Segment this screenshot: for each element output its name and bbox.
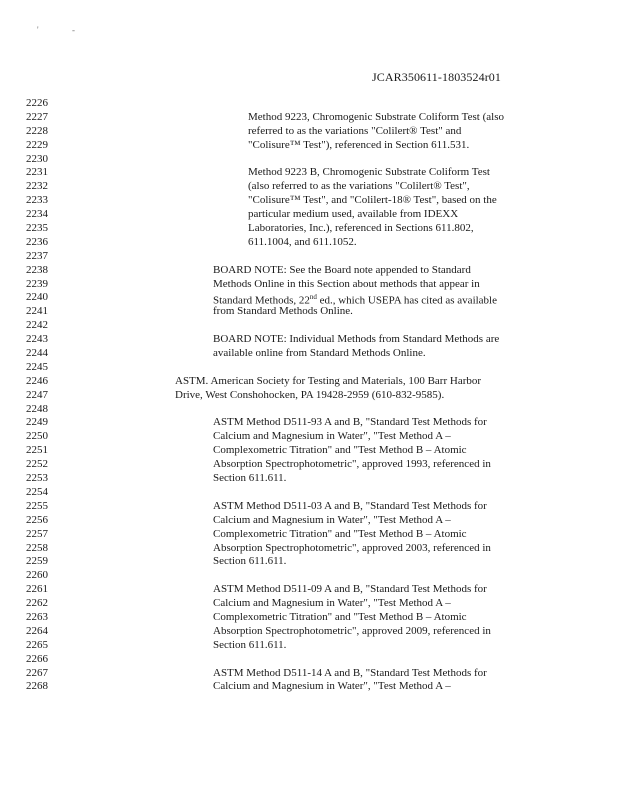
line-number: 2233 [26, 194, 48, 207]
line-number: 2242 [26, 319, 48, 332]
line-number: 2259 [26, 555, 48, 568]
line-text: Method 9223 B, Chromogenic Substrate Coliform Test [248, 166, 490, 179]
line-text: Method 9223, Chromogenic Substrate Coliform Test (also [248, 110, 504, 123]
line-number: 2263 [26, 610, 48, 623]
line-number: 2264 [26, 624, 48, 637]
line-number: 2230 [26, 152, 48, 165]
document-line [0, 555, 618, 569]
line-text: Complexometric Titration" and "Test Method B – Atomic [213, 527, 467, 540]
document-line [0, 611, 618, 625]
document-line [0, 97, 618, 111]
line-text: Calcium and Magnesium in Water", "Test Method A – [213, 513, 451, 526]
line-text: "Colisure™ Test"), referenced in Section 611.531. [248, 138, 470, 151]
line-number: 2239 [26, 277, 48, 290]
line-number: 2226 [26, 97, 48, 109]
line-text: 611.1004, and 611.1052. [248, 235, 357, 248]
line-number: 2250 [26, 430, 48, 443]
line-text: Calcium and Magnesium in Water", "Test Method A – [213, 430, 451, 443]
line-number: 2266 [26, 652, 48, 665]
line-text: particular medium used, available from IDEXX [248, 208, 459, 221]
numbered-lines [0, 97, 618, 694]
document-line [0, 278, 618, 292]
line-number: 2246 [26, 374, 48, 387]
document-line [0, 305, 618, 319]
document-id: JCAR350611-1803524r01 [372, 70, 501, 84]
line-number: 2243 [26, 333, 48, 346]
line-text: Absorption Spectrophotometric", approved 2009, referenced in [213, 624, 491, 637]
line-number: 2237 [26, 249, 48, 262]
line-text: Complexometric Titration" and "Test Method B – Atomic [213, 610, 467, 623]
document-line [0, 236, 618, 250]
document-line [0, 653, 618, 667]
line-text: from Standard Methods Online. [213, 305, 353, 318]
line-text: Drive, West Conshohocken, PA 19428-2959 (610-832-9585). [175, 388, 445, 401]
line-text: Calcium and Magnesium in Water", "Test Method A – [213, 680, 451, 693]
line-number: 2234 [26, 208, 48, 221]
document-line [0, 639, 618, 653]
document-line [0, 444, 618, 458]
document-line [0, 486, 618, 500]
document-line [0, 528, 618, 542]
document-line [0, 680, 618, 694]
document-line [0, 389, 618, 403]
line-text: "Colisure™ Test", and "Colilert-18® Test", based on the [248, 194, 497, 207]
line-text: Absorption Spectrophotometric", approved 2003, referenced in [213, 541, 491, 554]
line-number: 2247 [26, 388, 48, 401]
document-line [0, 583, 618, 597]
line-text: ASTM Method D511-14 A and B, "Standard Test Methods for [213, 666, 487, 679]
line-number: 2253 [26, 472, 48, 485]
line-text: ASTM Method D511-09 A and B, "Standard Test Methods for [213, 583, 487, 596]
document-line [0, 153, 618, 167]
document-line [0, 430, 618, 444]
document-line [0, 319, 618, 333]
document-line [0, 347, 618, 361]
document-line [0, 333, 618, 347]
line-text: BOARD NOTE: Individual Methods from Standard Methods are [213, 333, 500, 346]
line-number: 2241 [26, 305, 48, 318]
document-line [0, 625, 618, 639]
document-line [0, 375, 618, 389]
line-text: ASTM Method D511-03 A and B, "Standard Test Methods for [213, 499, 487, 512]
line-text: referred to as the variations "Colilert® Test" and [248, 124, 462, 137]
document-line [0, 542, 618, 556]
document-line [0, 250, 618, 264]
document-line [0, 264, 618, 278]
line-number: 2240 [26, 291, 48, 304]
line-text: ASTM. American Society for Testing and Materials, 100 Barr Harbor [175, 374, 482, 387]
line-text: available online from Standard Methods Online. [213, 347, 426, 360]
line-number: 2236 [26, 235, 48, 248]
document-line [0, 514, 618, 528]
line-number: 2251 [26, 444, 48, 457]
document-line [0, 597, 618, 611]
line-number: 2235 [26, 222, 48, 235]
line-number: 2249 [26, 416, 48, 429]
line-number: 2229 [26, 138, 48, 151]
line-number: 2255 [26, 499, 48, 512]
document-line [0, 194, 618, 208]
line-number: 2228 [26, 124, 48, 137]
line-number: 2231 [26, 166, 48, 179]
line-number: 2268 [26, 680, 48, 693]
line-number: 2267 [26, 666, 48, 679]
document-line [0, 416, 618, 430]
document-line [0, 291, 618, 308]
line-number: 2265 [26, 638, 48, 651]
line-text: Calcium and Magnesium in Water", "Test Method A – [213, 597, 451, 610]
line-number: 2256 [26, 513, 48, 526]
document-line [0, 667, 618, 681]
line-number: 2254 [26, 485, 48, 498]
line-text: ASTM Method D511-93 A and B, "Standard Test Methods for [213, 416, 487, 429]
document-line [0, 403, 618, 417]
line-number: 2238 [26, 263, 48, 276]
line-number: 2262 [26, 597, 48, 610]
document-line [0, 222, 618, 236]
line-number: 2248 [26, 402, 48, 415]
line-text: Laboratories, Inc.), referenced in Sections 611.802, [248, 222, 474, 235]
line-number: 2244 [26, 347, 48, 360]
scan-mark: ' [37, 25, 39, 35]
line-text: Complexometric Titration" and "Test Method B – Atomic [213, 444, 467, 457]
document-line [0, 125, 618, 139]
line-number: 2252 [26, 458, 48, 471]
scan-mark: - [72, 25, 75, 35]
document-line [0, 208, 618, 222]
document-line [0, 361, 618, 375]
document-line [0, 111, 618, 125]
line-text: (also referred to as the variations "Colilert® Test", [248, 180, 470, 193]
line-number: 2258 [26, 541, 48, 554]
document-line [0, 180, 618, 194]
line-text: Section 611.611. [213, 638, 287, 651]
line-number: 2257 [26, 527, 48, 540]
document-line [0, 166, 618, 180]
document-line [0, 458, 618, 472]
document-line [0, 472, 618, 486]
line-text: Section 611.611. [213, 472, 287, 485]
line-number: 2227 [26, 110, 48, 123]
document-line [0, 500, 618, 514]
document-line [0, 569, 618, 583]
line-text: BOARD NOTE: See the Board note appended to Standard [213, 263, 471, 276]
line-text: Section 611.611. [213, 555, 287, 568]
line-number: 2245 [26, 360, 48, 373]
line-number: 2232 [26, 180, 48, 193]
line-number: 2261 [26, 583, 48, 596]
line-text: Standard Methods, 22nd ed., which USEPA has cited as available [213, 293, 498, 308]
line-text: Methods Online in this Section about methods that appear in [213, 277, 480, 290]
line-text: Absorption Spectrophotometric", approved 1993, referenced in [213, 458, 491, 471]
line-number: 2260 [26, 569, 48, 582]
document-line [0, 139, 618, 153]
